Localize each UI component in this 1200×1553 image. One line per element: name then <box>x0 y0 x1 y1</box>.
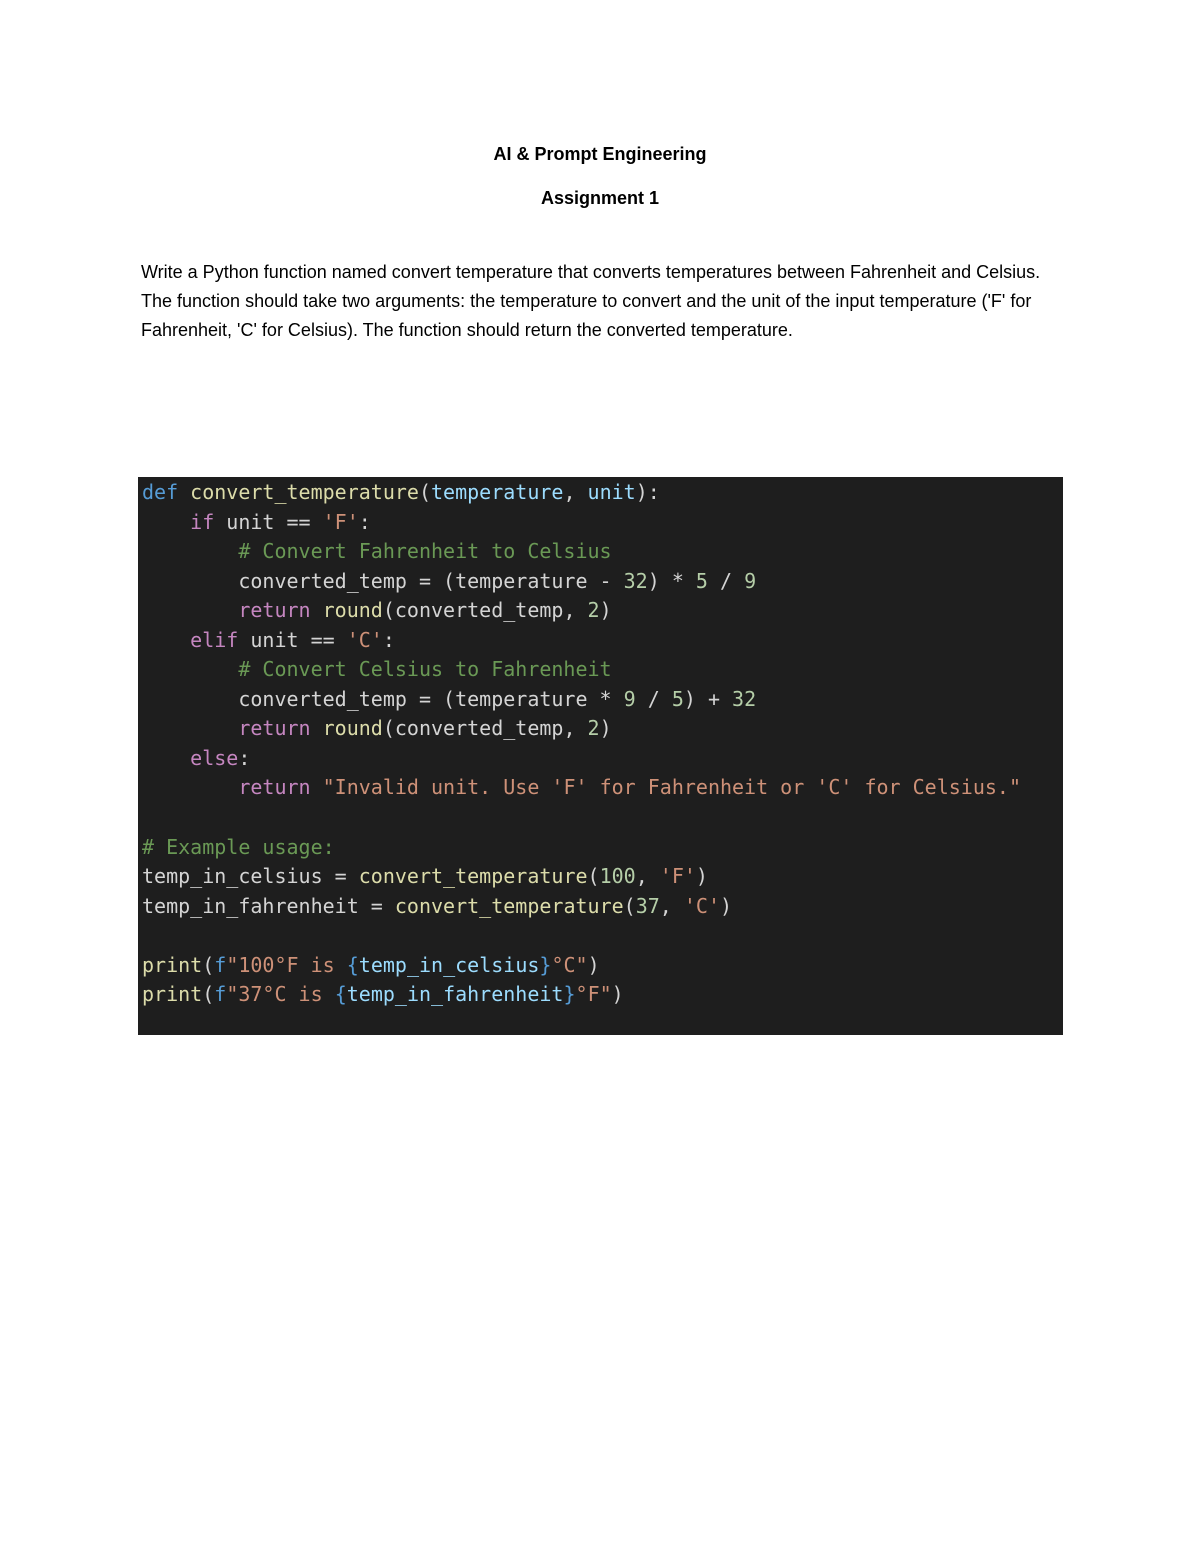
code-token: temp_in_celsius <box>358 952 540 977</box>
code-line <box>142 714 1063 744</box>
code-token <box>311 598 323 622</box>
code-line <box>142 803 1063 833</box>
code-token: 5 <box>671 686 684 711</box>
code-token: : <box>238 745 251 770</box>
code-token: : <box>358 509 371 534</box>
code-token <box>142 539 238 563</box>
code-token: return <box>238 775 311 800</box>
code-token: (converted_temp, <box>382 598 588 623</box>
code-token: } <box>539 952 552 977</box>
code-token: 'C' <box>683 893 721 918</box>
code-token <box>142 510 190 534</box>
code-token <box>142 628 190 652</box>
code-token: convert_temperature <box>190 480 419 504</box>
code-line <box>142 508 1063 538</box>
code-token: unit == <box>214 509 323 534</box>
code-token <box>311 716 323 740</box>
code-token <box>178 480 190 504</box>
code-token: convert_temperature <box>358 864 588 889</box>
code-token: , <box>635 864 660 889</box>
document-title: AI & Prompt Engineering <box>493 144 707 164</box>
code-token: ) <box>720 893 733 918</box>
code-token: 2 <box>587 598 600 623</box>
code-token <box>311 775 323 799</box>
code-token: f <box>214 982 227 1007</box>
code-line <box>142 655 1063 685</box>
code-token: # Example usage: <box>142 834 335 859</box>
code-token: print <box>142 982 203 1007</box>
code-line <box>142 744 1063 774</box>
code-token: ( <box>418 480 431 504</box>
code-token: 5 <box>695 568 708 593</box>
code-token: ( <box>623 893 636 918</box>
code-line <box>142 921 1063 951</box>
code-token: if <box>190 509 215 534</box>
code-token: temp_in_celsius = <box>142 864 359 889</box>
code-token: ) <box>599 598 612 623</box>
code-token: round <box>322 716 383 741</box>
code-token: °F" <box>575 982 612 1007</box>
code-token: 'F' <box>659 864 696 889</box>
code-token: / <box>707 568 745 593</box>
code-token: 32 <box>732 686 757 711</box>
code-token: { <box>334 982 347 1007</box>
code-line <box>142 980 1063 1010</box>
code-token: "37°C is <box>226 982 335 1007</box>
code-token: 37 <box>635 893 660 918</box>
code-token: ): <box>635 480 660 504</box>
code-token: def <box>142 480 179 504</box>
code-token: ) * <box>647 568 696 593</box>
code-token: } <box>563 982 576 1007</box>
code-token: °C" <box>551 952 588 977</box>
code-token: unit <box>587 480 636 504</box>
code-line <box>142 537 1063 567</box>
code-token: f <box>214 952 227 977</box>
code-line <box>142 833 1063 863</box>
code-token: ) + <box>683 686 733 711</box>
code-token: / <box>635 686 672 711</box>
code-line <box>142 862 1063 892</box>
code-token: ) <box>611 982 624 1007</box>
code-token: 100 <box>599 864 636 889</box>
code-token: , <box>563 480 588 504</box>
code-token: 2 <box>587 716 600 741</box>
code-line <box>142 596 1063 626</box>
code-token <box>142 598 238 622</box>
code-token: 9 <box>623 686 636 711</box>
code-token: temp_in_fahrenheit <box>346 982 564 1007</box>
code-token: else <box>190 745 239 770</box>
code-token: ( <box>587 864 600 889</box>
code-token: converted_temp = (temperature * <box>142 686 624 711</box>
code-token: return <box>238 598 311 623</box>
code-token: print <box>142 952 203 977</box>
code-token: 'C' <box>346 627 383 652</box>
code-token: "100°F is <box>226 952 347 977</box>
code-token <box>142 746 190 770</box>
code-token: return <box>238 716 311 741</box>
code-line <box>142 626 1063 656</box>
code-token: temperature <box>431 480 564 504</box>
code-token: { <box>346 952 359 977</box>
code-token <box>142 657 238 681</box>
code-token: "Invalid unit. Use 'F' for Fahrenheit or 'C' for Celsius." <box>322 775 1022 800</box>
code-line <box>142 892 1063 922</box>
code-token: ) <box>599 716 612 741</box>
code-line <box>142 951 1063 981</box>
code-token: converted_temp = (temperature - <box>142 568 624 593</box>
code-token: ( <box>202 952 215 977</box>
code-token: # Convert Fahrenheit to Celsius <box>238 539 612 564</box>
code-token: 9 <box>744 568 757 593</box>
code-token: 'F' <box>322 509 359 534</box>
code-line <box>142 567 1063 597</box>
code-token <box>142 775 238 799</box>
code-token: # Convert Celsius to Fahrenheit <box>238 657 612 682</box>
code-token: , <box>659 893 684 918</box>
code-token: convert_temperature <box>394 893 624 918</box>
code-token: temp_in_fahrenheit = <box>142 893 395 918</box>
code-token: ( <box>202 982 215 1007</box>
code-token: elif <box>190 627 239 652</box>
code-token <box>142 716 238 740</box>
code-token: : <box>382 627 395 652</box>
code-token: round <box>322 598 383 623</box>
code-line <box>142 685 1063 715</box>
code-token: ) <box>695 864 708 889</box>
code-token: unit == <box>238 627 347 652</box>
assignment-description: Write a Python function named convert temperature that converts temperatures between Fahrenheit and Celsius. The function should take two arguments: the temperature to convert and the unit of the input temperature ('F' for Fahrenheit, 'C' for Celsius). The function should return the converted temperature. <box>141 262 1041 340</box>
code-snippet <box>138 477 1063 1035</box>
code-token: (converted_temp, <box>382 716 588 741</box>
document-subtitle: Assignment 1 <box>540 188 660 208</box>
code-line <box>142 478 1063 508</box>
code-token: 32 <box>623 568 648 593</box>
code-line <box>142 773 1063 803</box>
code-token: ) <box>587 952 600 977</box>
